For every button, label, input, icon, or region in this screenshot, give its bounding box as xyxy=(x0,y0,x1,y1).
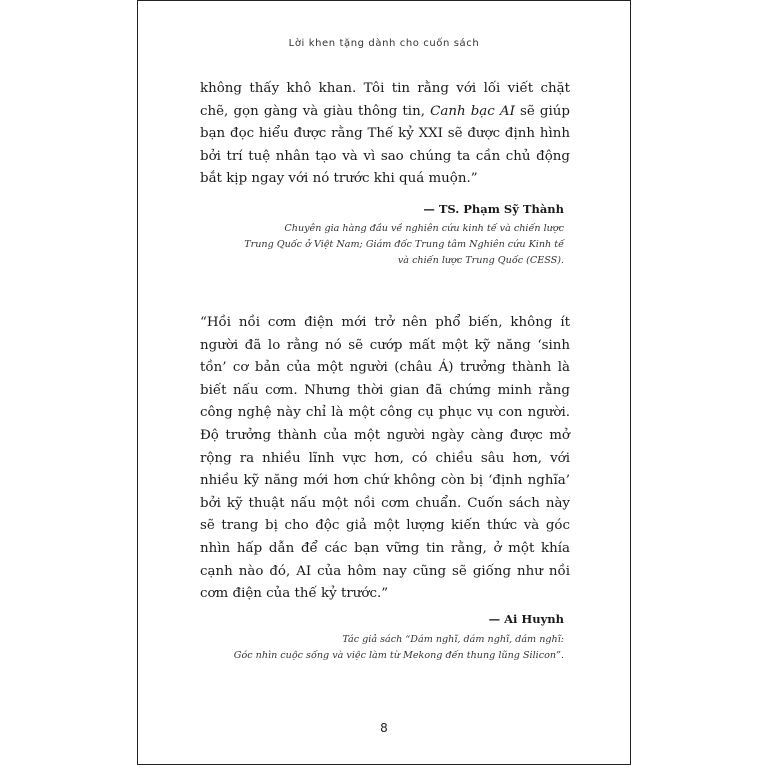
quote-2-author-description xyxy=(184,632,564,664)
book-page xyxy=(137,0,631,765)
quote-2-line: biết nấu cơm. Nhưng thời gian đã chứng minh rằng xyxy=(200,382,570,398)
quote-1-line xyxy=(200,101,570,124)
quote-1-author: — TS. Phạm Sỹ Thành xyxy=(423,202,564,216)
quote-2-line: cạnh nào đó, AI của hôm nay cũng sẽ giống như nồi xyxy=(200,563,570,579)
quote-2-line: tồn’ cơ bản của một người (châu Á) trưởng thành là xyxy=(200,360,570,376)
quote-2-line: công nghệ này chỉ là một công cụ phục vụ con người. xyxy=(200,405,570,421)
quote-2-line: “Hồi nồi cơm điện mới trở nên phổ biến, không ít xyxy=(200,315,570,330)
quote-1-line: bạn đọc hiểu được rằng Thế kỷ XXI sẽ được định hình xyxy=(200,126,570,142)
quote-1-line: bắt kịp ngay với nó trước khi quá muộn.” xyxy=(200,171,478,187)
quote-2-line: sẽ trang bị cho độc giả một lượng kiến thức và góc xyxy=(200,518,570,534)
page-number: 8 xyxy=(380,721,388,735)
quote-2-line: bởi kỹ thuật nấu một nồi cơm chuẩn. Cuốn sách này xyxy=(200,495,570,511)
quote-2-line: cơm điện của thế kỷ trước.” xyxy=(200,586,389,602)
author-description-line: Tác giả sách “Dám nghĩ, dám nghĩ, dám nghĩ: xyxy=(342,634,564,645)
quote-2-line: người đã lo rằng nó sẽ cướp mất một kỹ năng ‘sinh xyxy=(200,337,570,353)
quote-2-line: rộng ra nhiều lĩnh vực hơn, có chiều sâu hơn, với xyxy=(200,450,570,466)
author-description-line: Chuyên gia hàng đầu về nghiên cứu kinh tế và chiến lược xyxy=(284,223,564,234)
quote-1-line: không thấy khô khan. Tôi tin rằng với lối viết chặt xyxy=(200,81,570,96)
quote-2-line: nhiều kỹ năng mới hơn chứ không còn bị ‘định nghĩa’ xyxy=(200,473,570,489)
quote-1-author-description xyxy=(224,221,564,269)
quote-1-line-segment: sẽ giúp xyxy=(514,103,570,119)
author-description-line: Trung Quốc ở Việt Nam; Giám đốc Trung tâm Nghiên cứu Kinh tế xyxy=(244,239,564,250)
quote-1-line: bởi trí tuệ nhân tạo và vì sao chúng ta cần chủ động xyxy=(200,148,570,164)
quote-2-author: — Ai Huynh xyxy=(488,612,564,626)
author-description-line: và chiến lược Trung Quốc (CESS). xyxy=(397,255,564,266)
book-title: Canh bạc AI xyxy=(430,103,515,119)
author-description-line: Góc nhìn cuộc sống và việc làm từ Mekong đến thung lũng Silicon”. xyxy=(233,650,564,661)
quote-1-text xyxy=(200,78,570,191)
running-head: Lời khen tặng dành cho cuốn sách xyxy=(288,38,480,49)
quote-1-line-segment: chẽ, gọn gàng và giàu thông tin, xyxy=(200,103,431,119)
quote-2-line: nhìn hấp dẫn để các bạn vững tin rằng, ở một khía xyxy=(200,540,570,556)
quote-2-line: Độ trưởng thành của một người ngày càng được mở xyxy=(200,427,570,443)
quote-2-text xyxy=(200,312,570,606)
